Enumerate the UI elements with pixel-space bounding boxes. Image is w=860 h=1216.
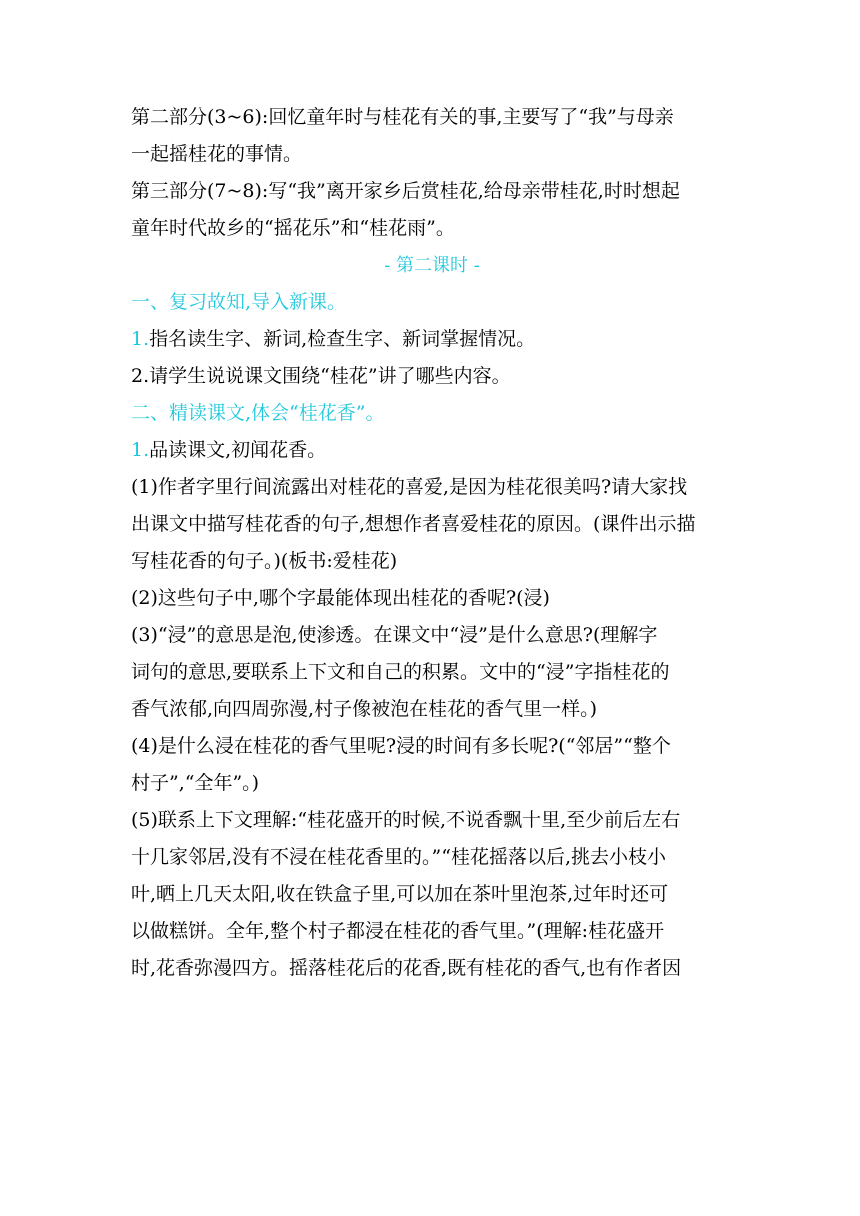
body-line: 一起摇桂花的事情。 [131, 143, 303, 165]
numbered-item [131, 321, 733, 358]
body-line: 香气浓郁,向四周弥漫,村子像被泡在桂花的香气里一样。) [131, 698, 597, 720]
item-number: 1. [131, 439, 150, 461]
document-page [131, 99, 733, 987]
item-text: 请学生说说课文围绕“桂花”讲了哪些内容。 [149, 365, 511, 387]
section-heading: 二、精读课文,体会“桂花香”。 [131, 402, 385, 424]
body-line: 叶,晒上几天太阳,收在铁盒子里,可以加在茶叶里泡茶,过年时还可 [131, 883, 669, 905]
body-line: 出课文中描写桂花香的句子,想想作者喜爱桂花的原因。(课件出示描 [131, 513, 696, 535]
body-line: 写桂花香的句子。)(板书:爱桂花) [131, 550, 398, 572]
body-line: (1)作者字里行间流露出对桂花的喜爱,是因为桂花很美吗?请大家找 [131, 476, 688, 498]
numbered-item [131, 432, 733, 469]
body-line: (4)是什么浸在桂花的香气里呢?浸的时间有多长呢?(“邻居”“整个 [131, 735, 671, 757]
body-line: 时,花香弥漫四方。摇落桂花后的花香,既有桂花的香气,也有作者因 [131, 957, 682, 979]
section-heading: 一、复习故知,导入新课。 [131, 291, 347, 313]
numbered-item [131, 358, 733, 395]
body-line: 十几家邻居,没有不浸在桂花香里的。”“桂花摇落以后,挑去小枝小 [131, 846, 667, 868]
body-line: (5)联系上下文理解:“桂花盛开的时候,不说香飘十里,至少前后左右 [131, 809, 681, 831]
item-text: 品读课文,初闻花香。 [149, 439, 327, 461]
item-number: 2. [131, 365, 150, 387]
item-text: 指名读生字、新词,检查生字、新词掌握情况。 [149, 328, 536, 350]
lesson-title: - 第二课时 - [384, 255, 480, 276]
body-line: 以做糕饼。全年,整个村子都浸在桂花的香气里。”(理解:桂花盛开 [131, 920, 665, 942]
body-line: 第二部分(3~6):回忆童年时与桂花有关的事,主要写了“我”与母亲 [131, 106, 674, 128]
item-number: 1. [131, 328, 150, 350]
body-line: 第三部分(7~8):写“我”离开家乡后赏桂花,给母亲带桂花,时时想起 [131, 180, 680, 202]
body-line: (3)“浸”的意思是泡,使渗透。在课文中“浸”是什么意思?(理解字 [131, 624, 658, 646]
body-line: (2)这些句子中,哪个字最能体现出桂花的香呢?(浸) [131, 587, 550, 609]
body-line: 村子”,“全年”。) [131, 772, 260, 794]
body-line: 童年时代故乡的“摇花乐”和“桂花雨”。 [131, 217, 455, 239]
body-line: 词句的意思,要联系上下文和自己的积累。文中的“浸”字指桂花的 [131, 661, 670, 683]
